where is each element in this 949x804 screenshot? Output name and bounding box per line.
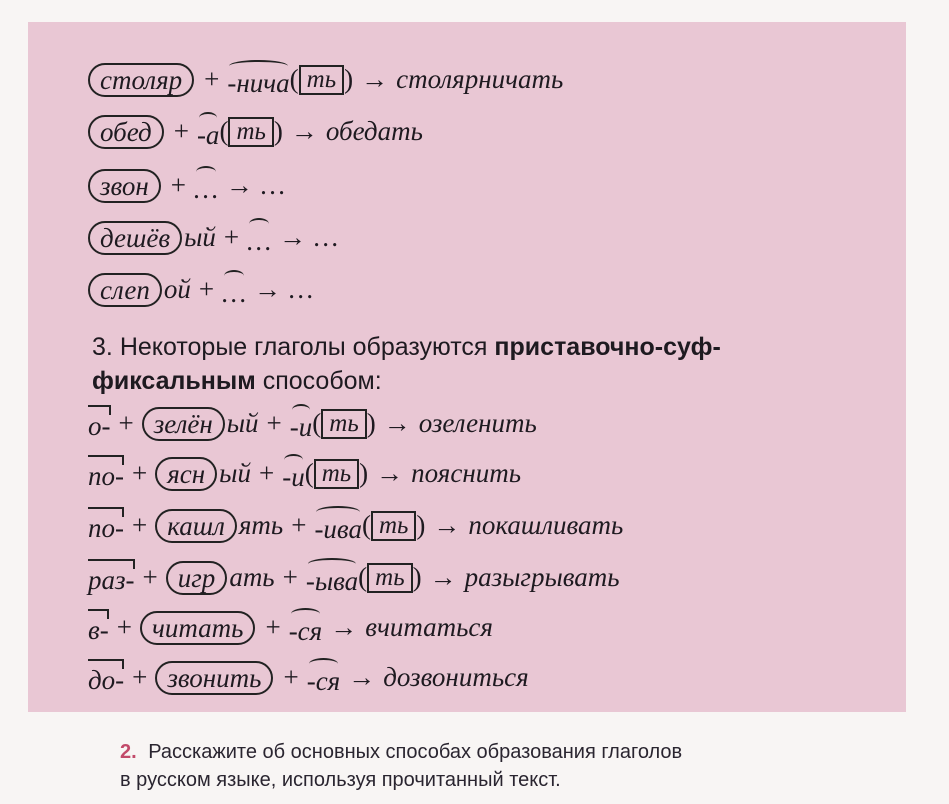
plus-sign: + xyxy=(142,562,158,592)
prefix: по- xyxy=(88,455,124,492)
suffix: -ся xyxy=(289,608,323,647)
word-ending: ый xyxy=(226,408,259,438)
plus-sign: + xyxy=(291,510,307,540)
plus-sign: + xyxy=(132,662,148,692)
arrow: → xyxy=(290,116,318,146)
prefix: до- xyxy=(88,659,124,696)
suffix: … xyxy=(194,166,218,205)
suffix: -и xyxy=(290,404,313,443)
arrow: → xyxy=(361,64,389,94)
section-number: 3. xyxy=(92,333,113,361)
result-word: … xyxy=(289,274,314,304)
result-word: дозвониться xyxy=(383,662,529,692)
arrow: → xyxy=(383,408,411,438)
root-box: звон xyxy=(88,169,161,203)
root-box: дешёв xyxy=(88,221,182,255)
result-word: покашливать xyxy=(468,510,624,540)
result-word: разыгрывать xyxy=(464,562,620,592)
task-text-line1: Расскажите об основных способах образования глаголов xyxy=(148,741,683,763)
result-word: вчитаться xyxy=(365,612,493,642)
plus-sign: + xyxy=(282,562,298,592)
root-box: читать xyxy=(140,611,256,645)
arrow: → xyxy=(376,458,404,488)
ending-box: ть xyxy=(321,409,366,439)
ending-box: ть xyxy=(314,459,359,489)
example-row-5 xyxy=(88,270,313,309)
suffix: -ся xyxy=(307,658,341,697)
suffix: … xyxy=(222,270,246,309)
result-word: озеленить xyxy=(418,408,537,438)
root-box: звонить xyxy=(155,661,273,695)
ending-box: ть xyxy=(299,65,344,95)
task-text-line2: в русском языке, используя прочитанный текст. xyxy=(120,769,561,791)
example-row-11 xyxy=(88,658,529,697)
result-word: … xyxy=(314,222,339,252)
arrow: → xyxy=(433,510,461,540)
root-box: зелён xyxy=(142,407,225,441)
arrow: → xyxy=(348,662,376,692)
plus-sign: + xyxy=(198,274,215,304)
result-word: пояснить xyxy=(411,458,521,488)
prefix: раз- xyxy=(88,559,135,596)
result-word: … xyxy=(261,170,286,200)
word-ending: ой xyxy=(163,274,191,304)
plus-sign: + xyxy=(118,408,134,438)
word-ending: ый xyxy=(219,458,251,488)
arrow: → xyxy=(226,170,254,200)
heading-text: Некоторые глаголы образуются xyxy=(119,333,488,361)
plus-sign: + xyxy=(170,170,187,200)
heading-text-2: способом: xyxy=(262,367,382,395)
word-ending: ять xyxy=(238,510,284,540)
prefix: в- xyxy=(88,609,109,646)
plus-sign: + xyxy=(223,222,240,252)
root-box: слеп xyxy=(88,273,162,307)
heading-bold-term: приставочно-суф- xyxy=(494,333,721,361)
root-box: столяр xyxy=(88,63,194,97)
root-box: игр xyxy=(166,561,228,595)
example-row-6: о- + зелён ый + -и ( ть ) → озеленить xyxy=(88,404,537,443)
example-row-1: столяр + -нича ( ть ) → столярничать xyxy=(88,60,563,99)
suffix: … xyxy=(247,218,271,257)
suffix: -а xyxy=(197,112,220,151)
example-row-4 xyxy=(88,218,338,257)
arrow: → xyxy=(330,612,358,642)
word-ending: ый xyxy=(184,222,216,252)
suffix: -и xyxy=(282,454,305,493)
plus-sign: + xyxy=(173,116,189,146)
task-number: 2. xyxy=(120,741,137,763)
plus-sign: + xyxy=(266,408,282,438)
ending-box: ть xyxy=(371,511,416,541)
plus-sign: + xyxy=(265,612,281,642)
suffix: -ыва xyxy=(306,558,358,597)
result-word: столярничать xyxy=(396,64,564,94)
heading-bold-term-2: фиксальным xyxy=(92,367,256,395)
root-box: кашл xyxy=(155,509,237,543)
example-row-8: по- + кашл ять + -ива ( ть ) → покашливать xyxy=(88,506,623,545)
arrow: → xyxy=(254,274,282,304)
suffix: -ива xyxy=(314,506,362,545)
arrow: → xyxy=(429,562,457,592)
example-row-2: обед + -а ( ть ) → обедать xyxy=(88,112,423,151)
example-row-10 xyxy=(88,608,493,647)
ending-box: ть xyxy=(228,117,273,147)
plus-sign: + xyxy=(132,458,148,488)
ending-box: ть xyxy=(367,563,412,593)
plus-sign: + xyxy=(116,612,132,642)
task-2 xyxy=(120,738,910,794)
arrow: → xyxy=(279,222,307,252)
example-row-7: по- + ясн ый + -и ( ть ) → пояснить xyxy=(88,454,521,493)
example-row-3 xyxy=(88,166,285,205)
plus-sign: + xyxy=(132,510,148,540)
root-box: ясн xyxy=(155,457,217,491)
section-heading xyxy=(92,330,882,398)
prefix: о- xyxy=(88,405,111,442)
result-word: обедать xyxy=(325,116,423,146)
example-row-9: раз- + игр ать + -ыва ( ть ) → разыгрывать xyxy=(88,558,620,597)
prefix: по- xyxy=(88,507,124,544)
plus-sign: + xyxy=(258,458,275,488)
plus-sign: + xyxy=(204,64,220,94)
suffix: -нича xyxy=(227,60,289,99)
plus-sign: + xyxy=(283,662,299,692)
word-ending: ать xyxy=(229,562,275,592)
root-box: обед xyxy=(88,115,164,149)
